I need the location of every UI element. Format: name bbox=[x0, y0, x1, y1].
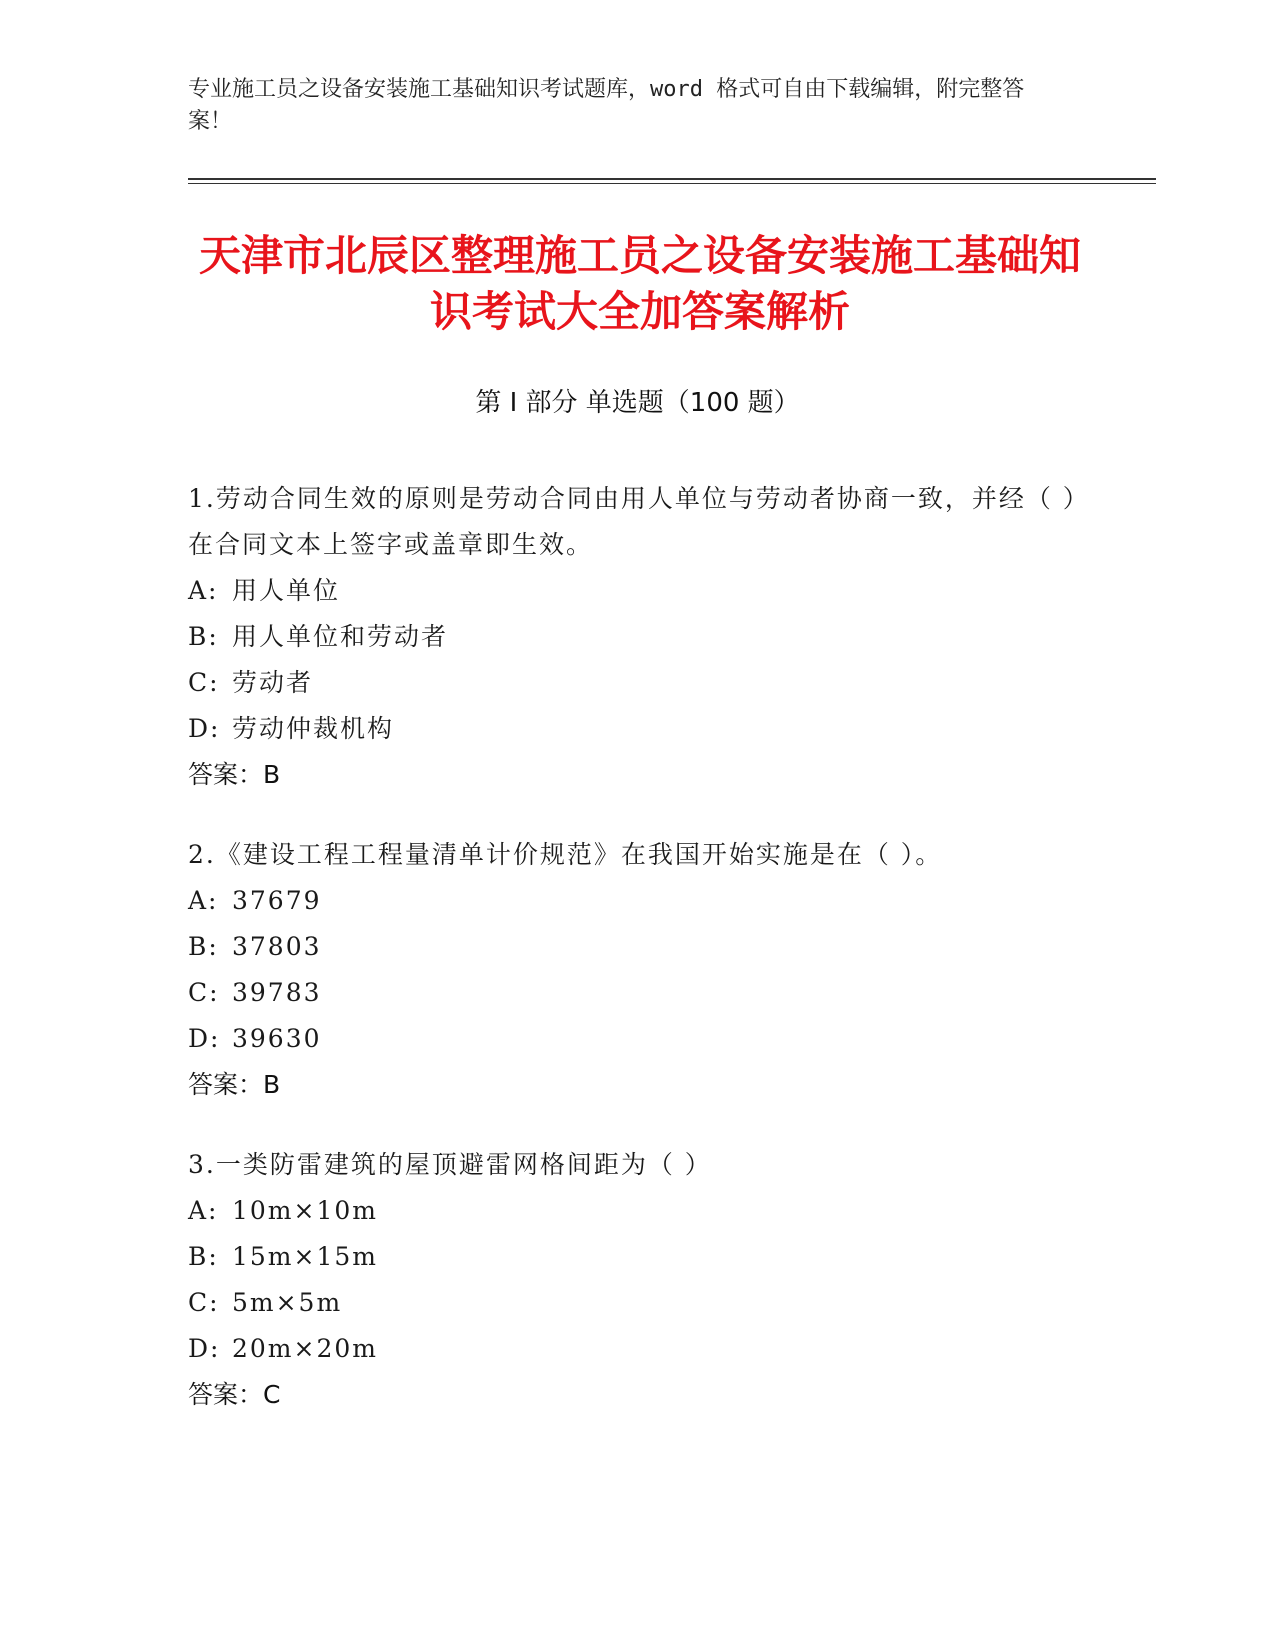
section-heading: 第 I 部分 单选题（100 题） bbox=[475, 388, 800, 418]
option-c bbox=[188, 1280, 1088, 1326]
option-letter: D: bbox=[188, 1334, 221, 1363]
answer: 答案：C bbox=[188, 1380, 281, 1409]
option-letter: B: bbox=[188, 932, 219, 961]
option-letter: A: bbox=[188, 886, 219, 915]
option-letter: D: bbox=[188, 714, 221, 743]
option-b bbox=[188, 924, 1088, 970]
option-letter: A: bbox=[188, 1196, 219, 1225]
option-letter: A: bbox=[188, 576, 219, 605]
option-text: 用人单位和劳动者 bbox=[232, 622, 449, 651]
option-text: 5m×5m bbox=[232, 1288, 343, 1317]
option-letter: D: bbox=[188, 1024, 221, 1053]
option-c bbox=[188, 970, 1088, 1016]
document-title: 天津市北辰区整理施工员之设备安装施工基础知识考试大全加答案解析 bbox=[198, 231, 1081, 336]
header-note: 专业施工员之设备安装施工基础知识考试题库，word 格式可自由下载编辑，附完整答案！ bbox=[188, 77, 1025, 134]
option-letter: B: bbox=[188, 622, 219, 651]
option-a bbox=[188, 568, 1088, 614]
option-letter: C: bbox=[188, 978, 220, 1007]
option-text: 劳动仲裁机构 bbox=[232, 714, 395, 743]
question-text: 3.一类防雷建筑的屋顶避雷网格间距为（ ） bbox=[188, 1150, 712, 1179]
answer: 答案：B bbox=[188, 760, 281, 789]
option-text: 37803 bbox=[232, 932, 322, 961]
option-letter: C: bbox=[188, 1288, 220, 1317]
question-text: 2.《建设工程工程量清单计价规范》在我国开始实施是在（ ）。 bbox=[188, 840, 943, 869]
option-text: 39630 bbox=[232, 1024, 322, 1053]
question-list bbox=[188, 476, 1088, 1452]
option-b bbox=[188, 614, 1088, 660]
option-d bbox=[188, 1016, 1088, 1062]
question-1 bbox=[188, 476, 1088, 798]
option-text: 劳动者 bbox=[232, 668, 314, 697]
question-text: 1.劳动合同生效的原则是劳动合同由用人单位与劳动者协商一致，并经（ ）在合同文本上签字或盖章即生效。 bbox=[188, 484, 1078, 559]
option-text: 39783 bbox=[232, 978, 322, 1007]
option-a bbox=[188, 1188, 1088, 1234]
question-2 bbox=[188, 832, 1088, 1108]
option-text: 15m×15m bbox=[232, 1242, 378, 1271]
answer: 答案：B bbox=[188, 1070, 281, 1099]
option-text: 37679 bbox=[232, 886, 322, 915]
option-b bbox=[188, 1234, 1088, 1280]
option-letter: C: bbox=[188, 668, 220, 697]
option-text: 用人单位 bbox=[232, 576, 341, 605]
option-letter: B: bbox=[188, 1242, 219, 1271]
header-rule-thin bbox=[188, 183, 1156, 184]
option-text: 20m×20m bbox=[232, 1334, 378, 1363]
question-3 bbox=[188, 1142, 1088, 1418]
option-d bbox=[188, 706, 1088, 752]
header-rule-thick bbox=[188, 178, 1156, 180]
option-text: 10m×10m bbox=[232, 1196, 378, 1225]
option-d bbox=[188, 1326, 1088, 1372]
option-a bbox=[188, 878, 1088, 924]
option-c bbox=[188, 660, 1088, 706]
